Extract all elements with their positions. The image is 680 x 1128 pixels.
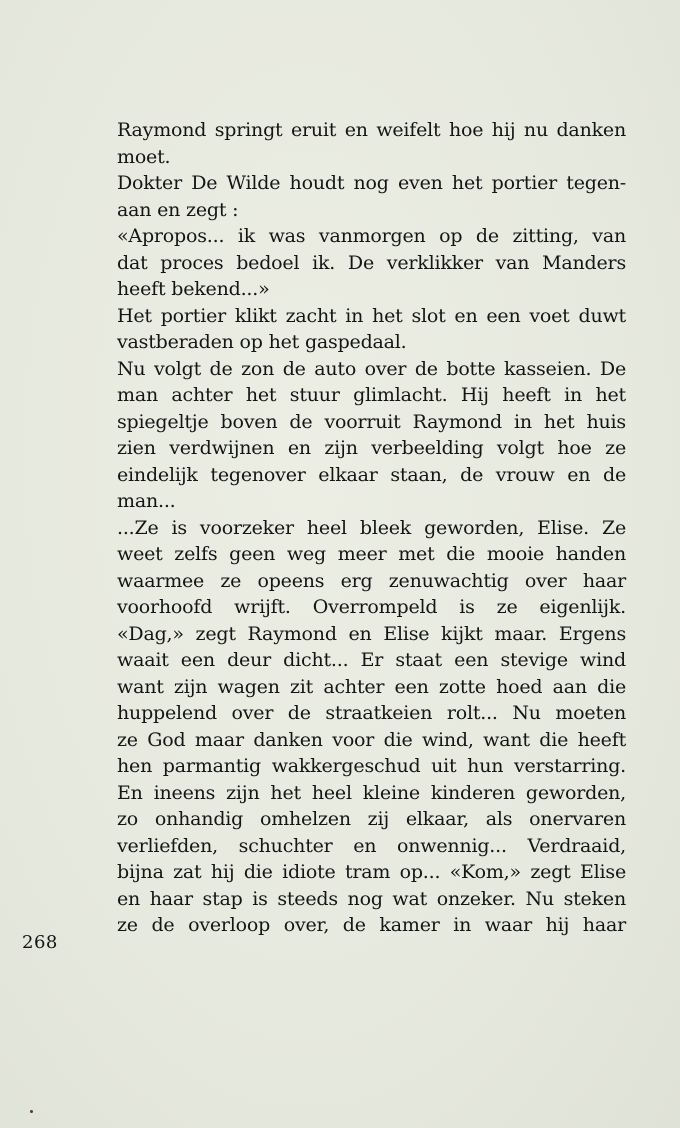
text-line: aan en zegt : (117, 198, 239, 221)
page-number: 268 (22, 932, 58, 953)
text-line: voorhoofd wrijft. Overrompeld is ze eigenlijk. (117, 596, 626, 618)
text-line: «Dag,» zegt Raymond en Elise kijkt maar. Ergens (117, 622, 626, 645)
text-line: ze de overloop over, de kamer in waar hij haar (117, 914, 626, 936)
text-line: vastberaden op het gaspedaal. (117, 331, 407, 353)
text-line: dat proces bedoel ik. De verklikker van Manders (117, 251, 626, 274)
text-line: ...Ze is voorzeker heel bleek geworden, Elise. Ze (117, 516, 626, 539)
text-line: zo onhandig omhelzen zij elkaar, als onervaren (117, 808, 626, 830)
text-line: «Apropos... ik was vanmorgen op de zitting, van (117, 225, 626, 247)
text-line: waait een deur dicht... Er staat een stevige wind (117, 649, 626, 671)
text-line: hen parmantig wakkergeschud uit hun verstarring. (117, 755, 626, 777)
text-line: huppelend over de straatkeien rolt... Nu moeten (117, 702, 626, 724)
text-line: Het portier klikt zacht in het slot en een voet duwt (117, 304, 626, 327)
text-line: en haar stap is steeds nog wat onzeker. Nu steken (117, 887, 626, 910)
body-text (117, 117, 626, 939)
text-line: Raymond springt eruit en weifelt hoe hij nu danken (117, 119, 626, 141)
text-line: heeft bekend...» (117, 278, 270, 300)
text-line: eindelijk tegenover elkaar staan, de vrouw en de (117, 463, 626, 486)
text-line: want zijn wagen zit achter een zotte hoed aan die (117, 675, 626, 698)
text-line: zien verdwijnen en zijn verbeelding volgt hoe ze (117, 437, 626, 459)
text-line: man... (117, 490, 176, 512)
text-line: moet. (117, 145, 171, 168)
text-line: En ineens zijn het heel kleine kinderen geworden, (117, 781, 626, 804)
text-line: Dokter De Wilde houdt nog even het portier tegen- (117, 172, 626, 194)
paper-speck (30, 1110, 33, 1113)
text-line: Nu volgt de zon de auto over de botte kasseien. De (117, 357, 626, 380)
text-line: waarmee ze opeens erg zenuwachtig over haar (117, 569, 626, 592)
text-line: man achter het stuur glimlacht. Hij heeft in het (117, 384, 626, 406)
text-line: ze God maar danken voor die wind, want die heeft (117, 728, 626, 751)
text-line: verliefden, schuchter en onwennig... Verdraaid, (117, 834, 626, 857)
text-line: bijna zat hij die idiote tram op... «Kom,» zegt Elise (117, 861, 626, 883)
text-line: spiegeltje boven de voorruit Raymond in het huis (117, 410, 626, 433)
text-line: weet zelfs geen weg meer met die mooie handen (117, 543, 626, 565)
